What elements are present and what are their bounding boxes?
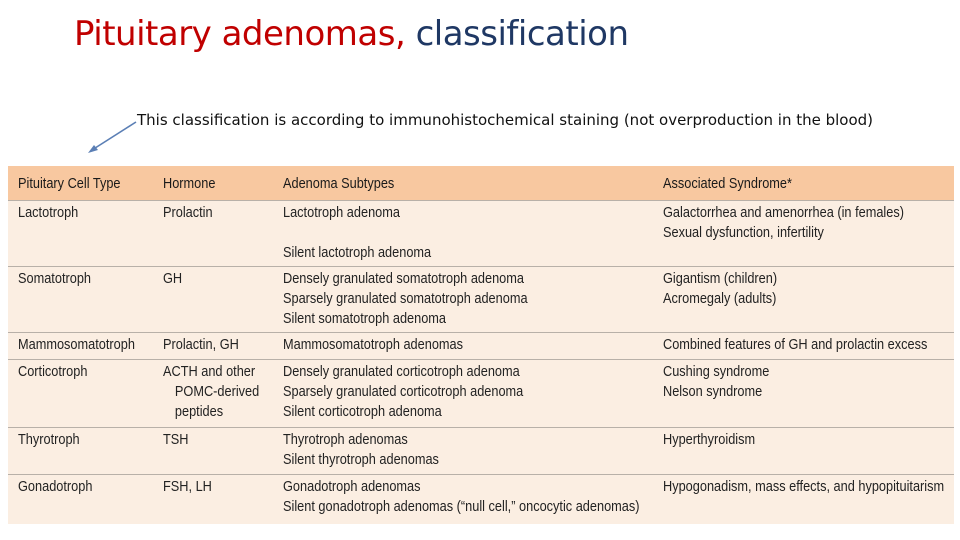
cell-type: Gonadotroph xyxy=(18,478,93,495)
table-row xyxy=(8,332,954,360)
cell-type: Somatotroph xyxy=(18,270,92,287)
cell-hormone: TSH xyxy=(163,431,189,448)
page-title xyxy=(74,14,629,54)
table-row xyxy=(8,359,954,428)
title-part-red: Pituitary adenomas, xyxy=(74,14,406,54)
table-row xyxy=(8,266,954,333)
cell-syndrome: Cushing syndrome Nelson syndrome xyxy=(663,363,770,400)
header-cell-type: Pituitary Cell Type xyxy=(18,175,121,192)
cell-subtypes: Gonadotroph adenomas Silent gonadotroph adenomas (“null cell,” oncocytic adenomas) xyxy=(283,478,640,515)
cell-type: Lactotroph xyxy=(18,204,79,221)
cell-type: Thyrotroph xyxy=(18,431,80,448)
cell-subtypes: Densely granulated corticotroph adenoma Sparsely granulated corticotroph adenoma Silent corticotroph adenoma xyxy=(283,363,524,420)
header-subtypes: Adenoma Subtypes xyxy=(283,175,395,192)
cell-hormone: FSH, LH xyxy=(163,478,212,495)
header-hormone: Hormone xyxy=(163,175,216,192)
cell-hormone: ACTH and other POMC-derived peptides xyxy=(163,363,260,420)
cell-subtypes: Densely granulated somatotroph adenoma Sparsely granulated somatotroph adenoma Silent somatotroph adenoma xyxy=(283,270,528,327)
cell-hormone: GH xyxy=(163,270,183,287)
cell-syndrome: Combined features of GH and prolactin excess xyxy=(663,336,928,353)
cell-subtypes: Mammosomatotroph adenomas xyxy=(283,336,464,353)
classification-note: This classification is according to immunohistochemical staining (not overproduction in the blood) xyxy=(137,111,874,129)
cell-syndrome: Hyperthyroidism xyxy=(663,431,756,448)
cell-hormone: Prolactin xyxy=(163,204,213,221)
table-header xyxy=(8,166,954,200)
header-syndrome: Associated Syndrome* xyxy=(663,175,792,192)
cell-syndrome: Galactorrhea and amenorrhea (in females) Sexual dysfunction, infertility xyxy=(663,204,904,241)
cell-subtypes: Lactotroph adenoma Silent lactotroph adenoma xyxy=(283,204,432,261)
cell-syndrome: Gigantism (children) Acromegaly (adults) xyxy=(663,270,778,307)
table-row xyxy=(8,474,954,525)
table-row xyxy=(8,200,954,267)
cell-type: Mammosomatotroph xyxy=(18,336,135,353)
cell-subtypes: Thyrotroph adenomas Silent thyrotroph adenomas xyxy=(283,431,439,468)
cell-syndrome: Hypogonadism, mass effects, and hypopituitarism xyxy=(663,478,945,495)
title-part-blue: classification xyxy=(415,14,629,54)
cell-hormone: Prolactin, GH xyxy=(163,336,239,353)
cell-type: Corticotroph xyxy=(18,363,88,380)
classification-table xyxy=(8,166,954,524)
table-row xyxy=(8,427,954,475)
